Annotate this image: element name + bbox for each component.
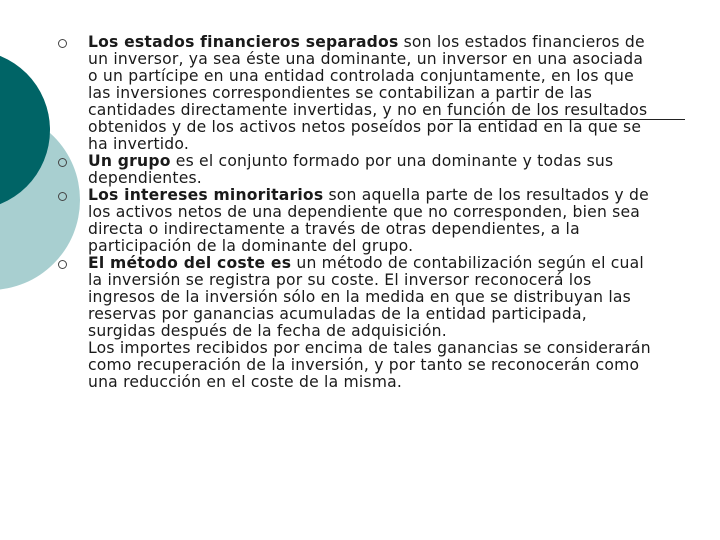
bullet-ring-icon [58, 260, 67, 269]
bullet-body: son aquella parte de los resultados y de los activos netos de una dependiente que no corresponden, bien sea directa o indirectamente a través de otras dependientes, a la participación de la dominante del grupo. [88, 186, 649, 255]
bullet-term: Los estados financieros separados [88, 33, 399, 51]
bullet-text [88, 255, 658, 340]
bullet-text [88, 187, 658, 255]
bullet-item [58, 255, 658, 391]
bullet-body: un método de contabilización según el cual la inversión se registra por su coste. El inversor reconocerá los ingresos de la inversión sólo en la medida en que se distribuyan las reservas por ganancias acumuladas de la entidad participada, surgidas después de la fecha de adquisición. [88, 254, 644, 340]
bullet-body: son los estados financieros de un inversor, ya sea éste una dominante, un inversor en una asociada o un partícipe en una entidad controlada conjuntamente, en los que las inversiones correspondientes se contabilizan a partir de las cantidades directamente invertidas, y no en función de los resultados obtenidos y de los activos netos poseídos por la entidad en la que se ha invertido. [88, 33, 648, 153]
bullet-body: es el conjunto formado por una dominante y todas sus dependientes. [88, 152, 614, 187]
bullet-term: Un grupo [88, 152, 171, 170]
bullet-item [58, 187, 658, 255]
dark-circle [0, 50, 50, 210]
bullet-text [88, 34, 658, 153]
bullet-ring-icon [58, 158, 67, 167]
bullet-item [58, 34, 658, 153]
bullet-ring-icon [58, 39, 67, 48]
bullet-text [88, 153, 658, 187]
bullet-list [58, 34, 658, 391]
bullet-term: Los intereses minoritarios [88, 186, 324, 204]
bullet-item [58, 153, 658, 187]
bullet-ring-icon [58, 192, 67, 201]
bullet-term: El método del coste es [88, 254, 292, 272]
bullet-continuation: Los importes recibidos por encima de tales ganancias se considerarán como recuperación de la inversión, y por tanto se reconocerán como una reducción en el coste de la misma. [88, 339, 651, 391]
